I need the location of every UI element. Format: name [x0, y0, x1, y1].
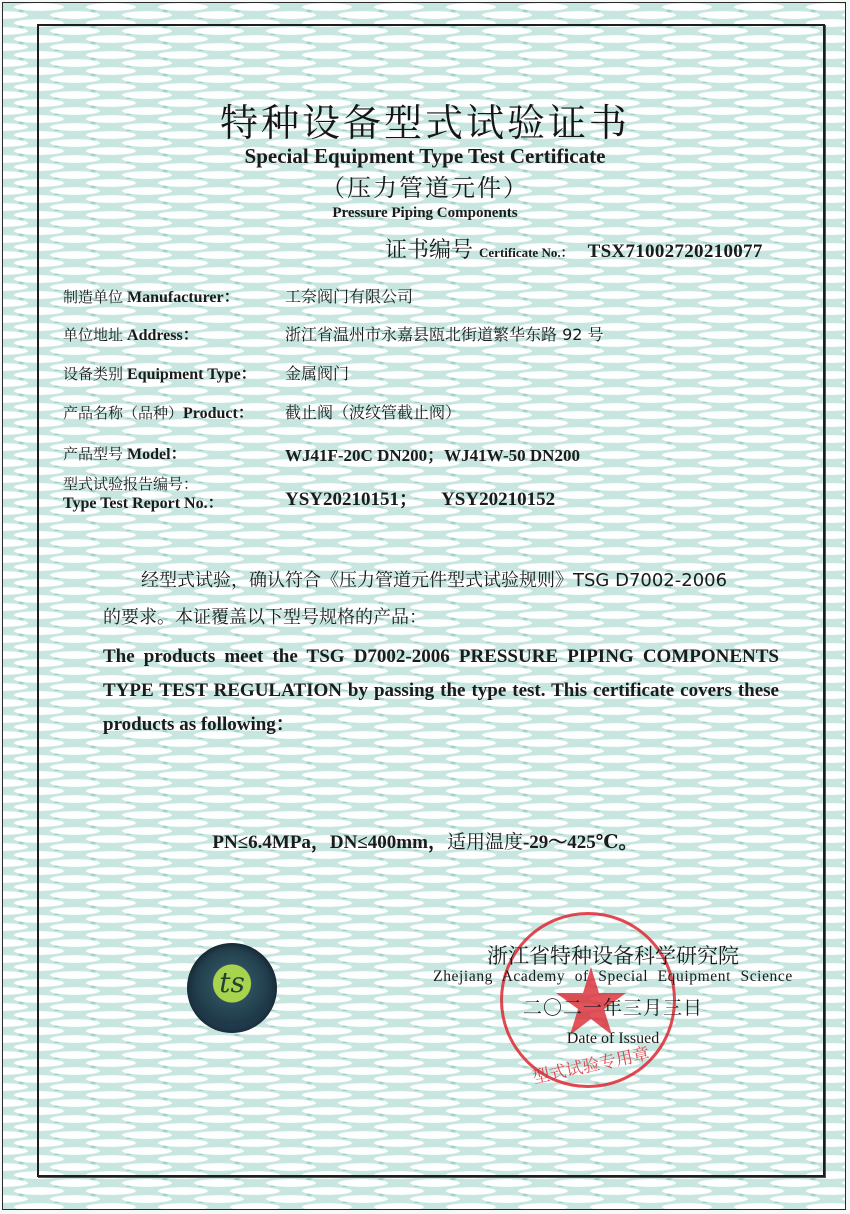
spec-pressure-size: PN≤6.4MPa，DN≤400mm，	[212, 832, 447, 853]
subtitle-en: Pressure Piping Components	[332, 205, 518, 221]
issuer-name-cn: 浙江省特种设备科学研究院	[487, 944, 739, 968]
title-en: Special Equipment Type Test Certificate	[244, 144, 606, 168]
subtitle-cn: （压力管道元件）	[321, 174, 529, 202]
field-label-cn: 制造单位	[63, 288, 124, 306]
field-label-en: Manufacturer：	[127, 289, 240, 306]
cert-no-value: TSX71002720210077	[587, 241, 763, 262]
title-cn: 特种设备型式试验证书	[219, 101, 630, 145]
field-manufacturer	[63, 284, 414, 307]
hologram-mark: ts	[219, 966, 245, 999]
field-value: 工奈阀门有限公司	[285, 287, 414, 306]
certificate-number	[385, 233, 763, 264]
field-address	[63, 322, 604, 345]
field-value: 截止阀（波纹管截止阀）	[285, 403, 462, 422]
statement-cn-line2: 的要求。本证覆盖以下型号规格的产品：	[103, 607, 427, 628]
statement-cn	[103, 562, 781, 636]
spec-temperature-range: -29～425℃。	[522, 832, 638, 853]
field-report-number	[63, 474, 556, 514]
spec-line	[0, 827, 850, 854]
field-label-cn: 产品型号	[63, 445, 124, 463]
hologram-seal-icon	[187, 943, 277, 1033]
statement-en: The products meet the TSG D7002-2006 PRESSURE PIPING COMPONENTS TYPE TEST REGULATION by passing the type test. This certificate covers these products as following：	[103, 646, 779, 735]
field-label-en: Address：	[127, 327, 199, 344]
field-value: YSY20210151； YSY20210152	[285, 489, 556, 510]
field-label-cn: 型式试验报告编号：	[63, 475, 199, 493]
cert-no-label-en: Certificate No.：	[479, 245, 574, 260]
issuer-name-en: Zhejiang Academy of Special Equipment Science	[433, 968, 793, 985]
field-label-en: Equipment Type：	[127, 366, 257, 383]
field-value: WJ41F-20C DN200；WJ41W-50 DN200	[285, 446, 580, 465]
issue-date-label-en: Date of Issued	[566, 1030, 660, 1047]
field-label-cn: 设备类别	[63, 365, 124, 383]
statement-cn-line1: 经型式试验，确认符合《压力管道元件型式试验规则》TSG D7002-2006	[141, 570, 728, 591]
field-label-en: Type Test Report No.：	[63, 495, 224, 512]
field-label-en: Product：	[183, 405, 254, 422]
field-value: 金属阀门	[285, 364, 350, 383]
field-model	[63, 441, 580, 465]
field-label-en: Model：	[127, 446, 187, 463]
field-label-cn: 单位地址	[63, 326, 124, 344]
field-equipment-type	[63, 361, 350, 384]
field-value: 浙江省温州市永嘉县瓯北街道繁华东路 92 号	[285, 325, 604, 344]
spec-temperature-label: 适用温度	[446, 831, 523, 853]
field-label-cn: 产品名称（品种）	[63, 404, 184, 422]
seal-bottom-text: 型式试验专用章	[530, 1043, 652, 1089]
cert-no-label-cn: 证书编号	[385, 238, 474, 263]
issue-date-cn: 二〇二一年三月三日	[522, 997, 703, 1019]
field-product	[63, 400, 462, 423]
